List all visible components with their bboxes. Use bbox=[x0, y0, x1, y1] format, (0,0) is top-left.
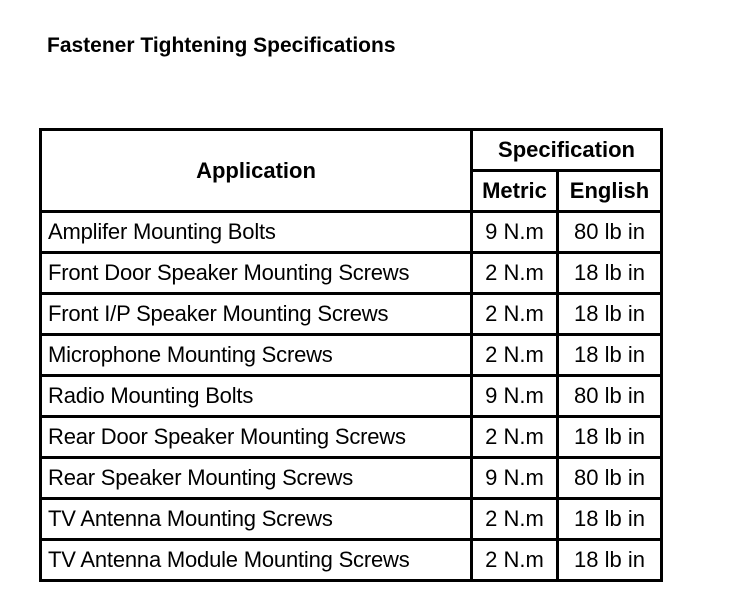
english-cell: 18 lb in bbox=[559, 336, 660, 377]
english-cell: 80 lb in bbox=[559, 213, 660, 254]
metric-cell: 9 N.m bbox=[473, 213, 559, 254]
application-cell: Rear Speaker Mounting Screws bbox=[42, 459, 473, 500]
metric-cell: 2 N.m bbox=[473, 500, 559, 541]
metric-cell: 9 N.m bbox=[473, 459, 559, 500]
table-row bbox=[42, 500, 660, 541]
english-cell: 18 lb in bbox=[559, 254, 660, 295]
header-english: English bbox=[559, 172, 660, 213]
application-cell: Front Door Speaker Mounting Screws bbox=[42, 254, 473, 295]
header-metric: Metric bbox=[473, 172, 559, 213]
table-row bbox=[42, 213, 660, 254]
english-cell: 18 lb in bbox=[574, 547, 645, 572]
application-cell: Radio Mounting Bolts bbox=[42, 377, 473, 418]
metric-cell: 2 N.m bbox=[473, 541, 559, 579]
table-row bbox=[42, 377, 660, 418]
application-cell: TV Antenna Mounting Screws bbox=[42, 500, 473, 541]
table-row bbox=[42, 336, 660, 377]
english-cell: 80 lb in bbox=[559, 459, 660, 500]
application-cell: TV Antenna Module Mounting Screws bbox=[42, 541, 473, 579]
application-cell: Microphone Mounting Screws bbox=[42, 336, 473, 377]
application-cell: Amplifer Mounting Bolts bbox=[42, 213, 473, 254]
metric-cell: 2 N.m bbox=[473, 295, 559, 336]
metric-cell: 2 N.m bbox=[473, 336, 559, 377]
header-specification: Specification bbox=[473, 131, 660, 172]
application-cell: Front I/P Speaker Mounting Screws bbox=[42, 295, 473, 336]
table-row bbox=[42, 541, 660, 579]
english-cell: 18 lb in bbox=[559, 295, 660, 336]
header-application: Application bbox=[42, 131, 473, 213]
fastener-spec-table bbox=[39, 128, 663, 582]
metric-cell: 9 N.m bbox=[473, 377, 559, 418]
table-row bbox=[42, 295, 660, 336]
application-cell: Rear Door Speaker Mounting Screws bbox=[42, 418, 473, 459]
table-row bbox=[42, 254, 660, 295]
table-row bbox=[42, 418, 660, 459]
page-title: Fastener Tightening Specifications bbox=[47, 34, 396, 57]
metric-cell: 2 N.m bbox=[473, 418, 559, 459]
english-cell: 18 lb in bbox=[559, 500, 660, 541]
english-cell: 80 lb in bbox=[559, 377, 660, 418]
metric-cell: 2 N.m bbox=[473, 254, 559, 295]
table-row bbox=[42, 459, 660, 500]
english-cell: 18 lb in bbox=[559, 418, 660, 459]
